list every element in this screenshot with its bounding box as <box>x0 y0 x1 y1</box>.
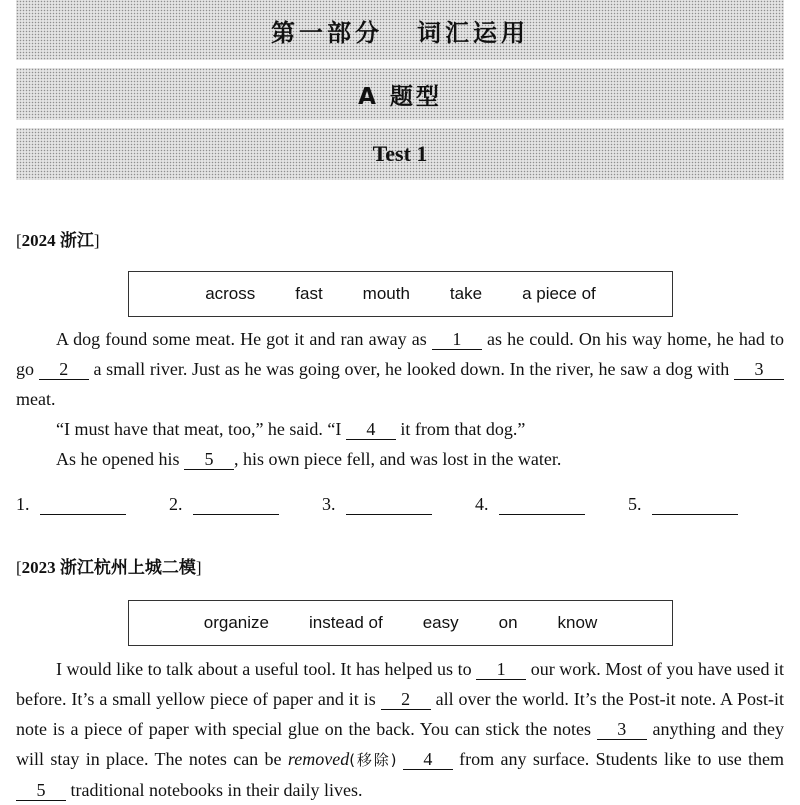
passage-text: A dog found some meat. He got it and ran away as <box>56 329 427 349</box>
passage-text: traditional notebooks in their daily lives. <box>70 780 363 800</box>
passage-paragraph <box>16 444 784 474</box>
word-option: instead of <box>308 613 383 632</box>
chinese-gloss: (移除) <box>349 751 397 769</box>
word-option: mouth <box>362 284 410 303</box>
passage-text: as he could. On his way home, he had to go <box>16 329 785 379</box>
section1-passage <box>16 324 784 474</box>
answer-lines <box>16 494 784 515</box>
word-option: across <box>205 284 256 303</box>
word-option: fast <box>295 284 323 303</box>
word-option: on <box>498 613 518 632</box>
part-title-left: 第一部分 <box>271 18 383 47</box>
test-title-banner <box>16 128 784 180</box>
italic-word: removed <box>287 749 350 769</box>
answer-number: 3. <box>322 494 336 514</box>
answer-item[interactable] <box>322 494 475 515</box>
answer-line[interactable] <box>346 496 432 515</box>
word-option: easy <box>422 613 459 632</box>
answer-item[interactable] <box>475 494 628 515</box>
answer-line[interactable] <box>193 496 279 515</box>
passage-text: As he opened his <box>56 449 180 469</box>
answer-item[interactable] <box>628 494 781 515</box>
answer-item[interactable] <box>16 494 169 515</box>
passage-text: it from that dog.” <box>400 419 526 439</box>
blank-2[interactable]: 2 <box>39 359 89 380</box>
blank-5[interactable]: 5 <box>184 449 234 470</box>
section2-source-label: 2023 浙江杭州上城二模 <box>21 558 196 577</box>
section2-word-box <box>128 600 673 646</box>
answer-line[interactable] <box>40 496 126 515</box>
part-title-right: 词汇运用 <box>417 18 529 47</box>
passage-text: from any surface. Students like to use them <box>459 749 785 769</box>
section1-source-label: 2024 浙江 <box>21 231 94 250</box>
word-option: take <box>449 284 483 303</box>
passage-text: a small river. Just as he was going over, he looked down. In the river, he saw a dog with <box>93 359 730 379</box>
question-type-title: A 题型 <box>358 83 442 110</box>
answer-number: 5. <box>628 494 642 514</box>
passage-text: , his own piece fell, and was lost in the water. <box>233 449 562 469</box>
answer-item[interactable] <box>169 494 322 515</box>
section1-source: [2024 浙江] <box>16 231 100 250</box>
blank-3[interactable]: 3 <box>734 359 784 380</box>
test-title: Test 1 <box>372 141 428 166</box>
section2-passage <box>16 654 784 805</box>
blank-1[interactable]: 1 <box>432 329 482 350</box>
blank-2[interactable]: 2 <box>381 689 431 710</box>
passage-paragraph <box>16 324 784 414</box>
answer-number: 1. <box>16 494 30 514</box>
passage-text: our work. Most of you have used it before. It’s a small yellow piece of paper and it is <box>16 659 785 709</box>
section2-source: [2023 浙江杭州上城二模] <box>16 558 202 577</box>
word-option: organize <box>203 613 269 632</box>
blank-3[interactable]: 3 <box>597 719 647 740</box>
blank-1[interactable]: 1 <box>476 659 526 680</box>
passage-text: all over the world. It’s the Post-it note. A Post-it note is a piece of paper with special glue on the back. You can stick the notes <box>16 689 784 739</box>
blank-4[interactable]: 4 <box>346 419 396 440</box>
answer-line[interactable] <box>652 496 738 515</box>
answer-number: 4. <box>475 494 489 514</box>
word-option: a piece of <box>522 284 596 303</box>
passage-text: anything and they will stay in place. The notes can be <box>16 719 785 769</box>
passage-paragraph <box>16 654 784 805</box>
blank-4[interactable]: 4 <box>403 749 453 770</box>
blank-5[interactable]: 5 <box>16 780 66 801</box>
passage-text: I would like to talk about a useful tool. It has helped us to <box>56 659 472 679</box>
section1-word-box <box>128 271 673 317</box>
answer-line[interactable] <box>499 496 585 515</box>
question-type-banner <box>16 68 784 120</box>
passage-text: meat. <box>16 389 56 409</box>
word-option: know <box>557 613 598 632</box>
passage-text: “I must have that meat, too,” he said. “I <box>56 419 342 439</box>
part-title-banner <box>16 0 784 60</box>
answer-number: 2. <box>169 494 183 514</box>
passage-paragraph <box>16 414 784 444</box>
